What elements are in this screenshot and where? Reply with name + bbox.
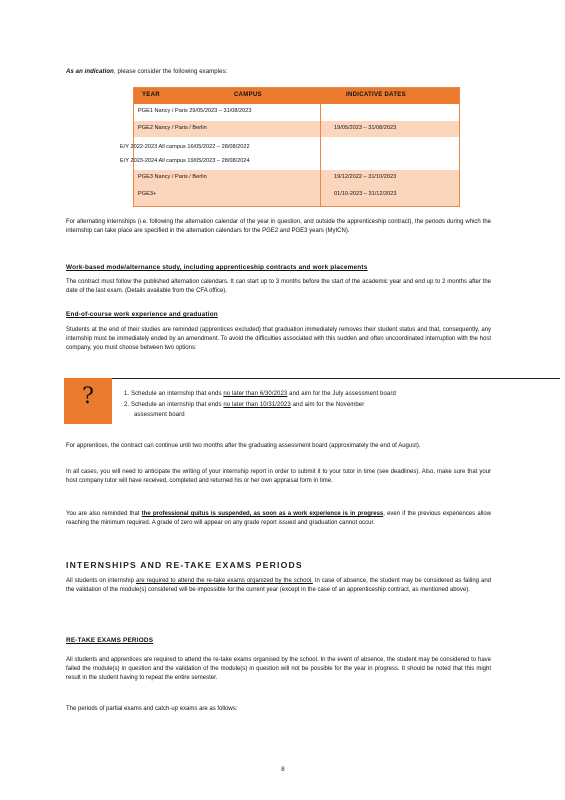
heading-end-of-course: End-of-course work experience and graduation [66, 311, 218, 318]
table-row [120, 154, 459, 170]
row-left: PGE3 Nancy / Paris / Berlin [138, 174, 207, 180]
header-year: YEAR [142, 92, 160, 98]
heading-internships-retake: INTERNSHIPS AND RE-TAKE EXAMS PERIODS [66, 560, 303, 570]
paragraph-periods: The periods of partial exams and catch-up exams are as follows: [66, 706, 238, 712]
heading-retake-periods: RE-TAKE EXAMS PERIODS [66, 637, 154, 644]
options-callout [64, 378, 504, 424]
indicative-dates-table [120, 87, 460, 207]
row-left: E/Y 2022-2023 All campus 16/05/2022 – 28/08/2022 [120, 144, 250, 150]
heading-work-based: Work-based mode/alternance study, including apprenticeship contracts and work placements [66, 264, 368, 271]
row-left: E/Y 2023-2024 All campus 19/05/2023 – 28/08/2024 [120, 158, 250, 164]
question-mark-icon: ? [82, 384, 94, 409]
callout-rule [112, 378, 560, 379]
header-campus: CAMPUS [234, 92, 262, 98]
row-left: PGE2 Nancy / Paris / Berlin [138, 125, 207, 131]
option-1: 1. Schedule an internship that ends no later than 6/30/2023 and aim for the July assessment board [124, 391, 396, 397]
table-header-row [134, 88, 459, 104]
option-2-continuation: assessment board [134, 412, 185, 418]
option-2: 2. Schedule an internship that ends no later than 10/31/2023 and aim for the November [124, 402, 365, 408]
table-row [134, 186, 459, 206]
page-number: 8 [281, 767, 285, 773]
row-right: 19/12/2022 – 31/10/2023 [334, 174, 397, 180]
paragraph-alternating: For alternating internships (i.e. following the alternation calendar of the year in question, and outside the apprenticeship contract), the periods during which the internship can take place are specified in the alternation calendars for the PGE2 and PGE3 years (MyICN). [66, 219, 491, 235]
paragraph-all-cases: In all cases, you will need to anticipate the writing of your internship report in order to submit it to your tutor in time (see deadlines). Also, make sure that your host company tutor will have received, completed and returned his or her own appraisal form in time. [66, 469, 491, 485]
row-right: 19/05/2023 – 31/08/2023 [334, 125, 397, 131]
paragraph-end-of-course: Students at the end of their studies are reminded (apprentices excluded) that graduation immediately removes their student status and that, consequently, any internship must be immediately ended by an amendment. To avoid the difficulties associated with this sudden and often uncoordinated interruption with the host company, you must choose between two options: [66, 327, 491, 352]
intro-rest: , please consider the following examples: [113, 69, 228, 75]
table-row [134, 121, 459, 137]
paragraph-apprentices: For apprentices, the contract can continue until two months after the graduating assessment board (approximately the end of August). [66, 443, 421, 449]
paragraph-retake: All students and apprentices are required to attend the re-take exams organised by the school. In the event of absence, the student may be considered to have failed the module(s) in question and the validation of the module(s) in question will not be possible for the year in progress. It should be noted that this might result in the student having to repeat the entire semester. [66, 657, 491, 682]
table-row [134, 170, 459, 186]
paragraph-reminded: You are also reminded that the professional quitus is suspended, as soon as a work experience is in progress, even if the previous experiences allow reaching the minimum required. A grade of zero will appear on any grade report issued and graduation cannot occur. [66, 511, 491, 527]
row-left: PGE3+ [138, 191, 157, 197]
header-indicative-dates: INDICATIVE DATES [346, 92, 406, 98]
intro-line [66, 68, 506, 77]
paragraph-internships: All students on internship are required to attend the re-take exams organized by the school. In case of absence, the student may be considered as failing and the validation of the module(s) considered will be impossible for the current year (except in the case of an apprenticeship contract, as mentioned above). [66, 578, 491, 594]
row-right: 01/10-2023 – 31/12/2023 [334, 191, 397, 197]
intro-lead: As an indication [66, 69, 114, 75]
table-row [134, 104, 459, 120]
row-left: PGE1 Nancy / Paris 29/05/2023 – 31/08/2023 [138, 108, 252, 114]
paragraph-work-based: The contract must follow the published alternation calendars. It can start up to 3 months before the start of the academic year and end up to 2 months after the date of the last exam. (Details available from the CFA office). [66, 279, 491, 295]
